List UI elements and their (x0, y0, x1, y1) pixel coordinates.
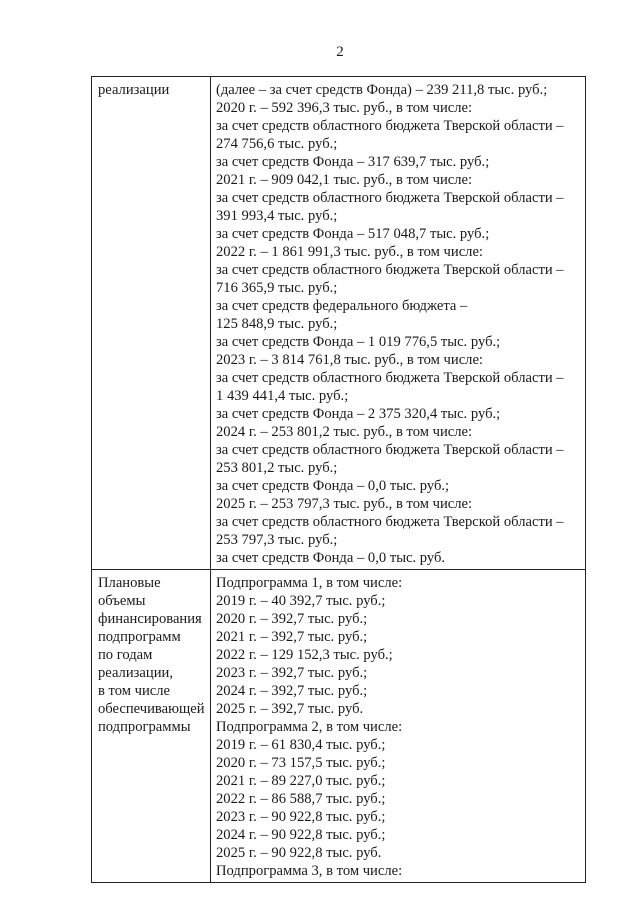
content-line: за счет средств областного бюджета Тверской области – (216, 442, 564, 458)
content-line: 2019 г. – 40 392,7 тыс. руб.; (216, 593, 386, 609)
content-line: 2021 г. – 909 042,1 тыс. руб., в том числе: (216, 172, 473, 188)
row-heading-cell (92, 570, 211, 883)
content-line: 2023 г. – 392,7 тыс. руб.; (216, 665, 368, 681)
content-line: 2020 г. – 73 157,5 тыс. руб.; (216, 755, 386, 771)
content-line: 2025 г. – 253 797,3 тыс. руб., в том числе: (216, 496, 473, 512)
row-heading-line: реализации, (98, 665, 173, 681)
content-line: 253 801,2 тыс. руб.; (216, 460, 338, 476)
content-line: за счет средств Фонда – 1 019 776,5 тыс. руб.; (216, 334, 501, 350)
row-heading-line: Плановые (98, 575, 161, 591)
content-line: 125 848,9 тыс. руб.; (216, 316, 338, 332)
row-content-cell (211, 77, 586, 570)
content-line: 2022 г. – 129 152,3 тыс. руб.; (216, 647, 393, 663)
content-line: 2020 г. – 392,7 тыс. руб.; (216, 611, 368, 627)
content-line: 2024 г. – 90 922,8 тыс. руб.; (216, 827, 386, 843)
table-row (92, 77, 586, 570)
content-line: (далее – за счет средств Фонда) – 239 211,8 тыс. руб.; (216, 82, 548, 98)
content-line: за счет средств Фонда – 317 639,7 тыс. руб.; (216, 154, 490, 170)
content-line: за счет средств областного бюджета Тверской области – (216, 190, 564, 206)
page-number: 2 (336, 44, 344, 60)
content-line: 2022 г. – 86 588,7 тыс. руб.; (216, 791, 386, 807)
content-line: за счет средств областного бюджета Тверской области – (216, 262, 564, 278)
content-line: 2021 г. – 89 227,0 тыс. руб.; (216, 773, 386, 789)
content-line: за счет средств Фонда – 2 375 320,4 тыс. руб.; (216, 406, 501, 422)
content-line: за счет средств Фонда – 0,0 тыс. руб.; (216, 478, 450, 494)
content-line: 2024 г. – 253 801,2 тыс. руб., в том числе: (216, 424, 473, 440)
content-line: Подпрограмма 2, в том числе: (216, 719, 403, 735)
row-heading-line: финансирования (98, 611, 202, 627)
row-heading-line: реализации (98, 82, 170, 98)
content-line: 391 993,4 тыс. руб.; (216, 208, 338, 224)
content-line: 253 797,3 тыс. руб.; (216, 532, 338, 548)
content-line: 716 365,9 тыс. руб.; (216, 280, 338, 296)
content-line: за счет средств федерального бюджета – (216, 298, 468, 314)
content-line: Подпрограмма 1, в том числе: (216, 575, 403, 591)
content-line: Подпрограмма 3, в том числе: (216, 863, 403, 879)
content-line: за счет средств областного бюджета Тверской области – (216, 118, 564, 134)
content-line: 2021 г. – 392,7 тыс. руб.; (216, 629, 368, 645)
content-line: за счет средств областного бюджета Тверской области – (216, 514, 564, 530)
row-heading-line: обеспечивающей (98, 701, 205, 717)
table-row (92, 570, 586, 883)
content-line: 2022 г. – 1 861 991,3 тыс. руб., в том числе: (216, 244, 483, 260)
content-line: 2020 г. – 592 396,3 тыс. руб., в том числе: (216, 100, 473, 116)
content-line: 274 756,6 тыс. руб.; (216, 136, 338, 152)
content-line: за счет средств Фонда – 517 048,7 тыс. руб.; (216, 226, 490, 242)
row-content-cell (211, 570, 586, 883)
row-heading-line: объемы (98, 593, 146, 609)
content-line: 2023 г. – 90 922,8 тыс. руб.; (216, 809, 386, 825)
content-line: 1 439 441,4 тыс. руб.; (216, 388, 349, 404)
content-line: 2023 г. – 3 814 761,8 тыс. руб., в том числе: (216, 352, 483, 368)
content-line: за счет средств Фонда – 0,0 тыс. руб. (216, 550, 446, 566)
row-heading-line: в том числе (98, 683, 171, 699)
content-line: 2019 г. – 61 830,4 тыс. руб.; (216, 737, 386, 753)
row-heading-cell (92, 77, 211, 570)
content-line: 2025 г. – 392,7 тыс. руб. (216, 701, 364, 717)
content-line: 2025 г. – 90 922,8 тыс. руб. (216, 845, 382, 861)
financing-table (91, 76, 586, 883)
row-heading-line: подпрограммы (98, 719, 191, 735)
row-heading-line: подпрограмм (98, 629, 181, 645)
row-heading-line: по годам (98, 647, 153, 663)
content-line: 2024 г. – 392,7 тыс. руб.; (216, 683, 368, 699)
content-line: за счет средств областного бюджета Тверской области – (216, 370, 564, 386)
